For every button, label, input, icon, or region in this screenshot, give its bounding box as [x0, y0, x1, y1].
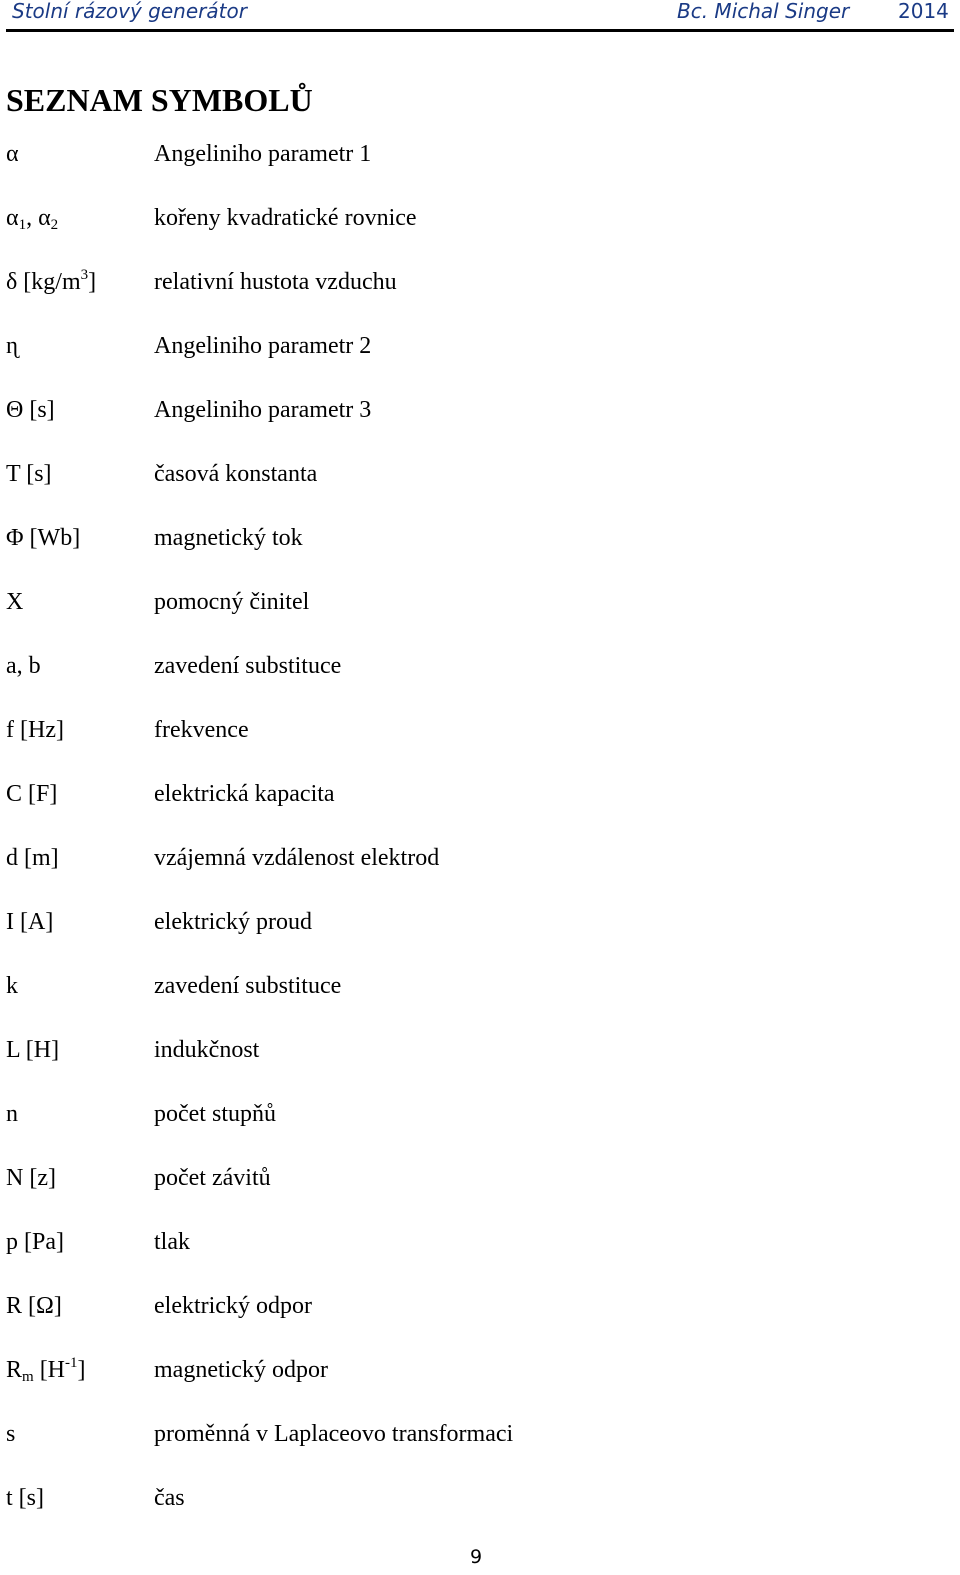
symbol-description: frekvence: [154, 717, 249, 743]
symbol-row: [0, 326, 960, 390]
page-number: 9: [470, 1546, 483, 1568]
symbol: p [Pa]: [6, 1229, 64, 1255]
symbol-description: Angeliniho parametr 3: [154, 397, 372, 423]
symbol-row: [0, 1478, 960, 1542]
symbol-row: [0, 1030, 960, 1094]
symbol: $\alpha_1$, $\alpha_2$: [6, 205, 59, 233]
page-header: [12, 0, 949, 23]
header-author: Bc. Michal Singer: [677, 0, 850, 23]
symbol-description: časová konstanta: [154, 461, 318, 487]
symbol-description: magnetický tok: [154, 525, 303, 551]
header-document-title: Stolní rázový generátor: [12, 0, 247, 23]
symbol: t [s]: [6, 1485, 44, 1511]
section-title: SEZNAM SYMBOLŮ: [6, 82, 313, 118]
symbol-description: Angeliniho parametr 2: [154, 333, 372, 359]
symbol-row: [0, 774, 960, 838]
symbol: Θ [s]: [6, 397, 55, 423]
symbol-row: [0, 262, 960, 326]
symbol-row: [0, 1094, 960, 1158]
symbol-description: elektrická kapacita: [154, 781, 335, 807]
symbol-description: zavedení substituce: [154, 653, 342, 679]
symbol-description: magnetický odpor: [154, 1357, 328, 1383]
symbol-row: [0, 198, 960, 262]
symbol-description: indukčnost: [154, 1037, 260, 1063]
symbol: f [Hz]: [6, 717, 64, 743]
symbol: ɳ: [6, 333, 18, 359]
symbol-description: čas: [154, 1485, 185, 1511]
symbol-list: [0, 134, 960, 1542]
symbol-description: proměnná v Laplaceovo transformaci: [154, 1421, 514, 1447]
header-divider: [6, 29, 954, 32]
symbol-description: vzájemná vzdálenost elektrod: [154, 845, 440, 871]
symbol: X: [6, 589, 24, 615]
symbol-row: [0, 902, 960, 966]
symbol-description: relativní hustota vzduchu: [154, 269, 397, 295]
symbol-description: elektrický odpor: [154, 1293, 312, 1319]
symbol: L [H]: [6, 1037, 60, 1063]
symbol-row: [0, 390, 960, 454]
symbol-row: [0, 646, 960, 710]
symbol-description: kořeny kvadratické rovnice: [154, 205, 417, 231]
symbol: I [A]: [6, 909, 54, 935]
symbol-description: počet závitů: [154, 1165, 271, 1191]
symbol: Φ [Wb]: [6, 525, 81, 551]
symbol-row: [0, 1286, 960, 1350]
header-year: 2014: [898, 0, 949, 23]
symbol: R [Ω]: [6, 1293, 62, 1319]
symbol: T [s]: [6, 461, 52, 487]
symbol-description: pomocný činitel: [154, 589, 310, 615]
symbol-row: [0, 454, 960, 518]
symbol: k: [6, 973, 18, 999]
symbol: a, b: [6, 653, 41, 679]
symbol-description: zavedení substituce: [154, 973, 342, 999]
symbol: $R_m$ $[H^{-1}]$: [6, 1355, 86, 1385]
symbol: C [F]: [6, 781, 58, 807]
symbol: δ $[kg/m^3]$: [6, 267, 97, 295]
symbol-description: Angeliniho parametr 1: [154, 141, 372, 167]
symbol: n: [6, 1101, 18, 1127]
symbol-row: [0, 134, 960, 198]
symbol-row: [0, 1222, 960, 1286]
symbol-description: elektrický proud: [154, 909, 312, 935]
symbol-row: [0, 1158, 960, 1222]
symbol-row: [0, 1350, 960, 1414]
symbol-description: počet stupňů: [154, 1101, 276, 1127]
symbol-row: [0, 838, 960, 902]
symbol: s: [6, 1421, 16, 1447]
symbol-row: [0, 1414, 960, 1478]
symbol-row: [0, 582, 960, 646]
symbol-row: [0, 710, 960, 774]
symbol: N [z]: [6, 1165, 56, 1191]
symbol: d [m]: [6, 845, 59, 871]
symbol-row: [0, 966, 960, 1030]
symbol-row: [0, 518, 960, 582]
symbol: α: [6, 141, 19, 167]
symbol-description: tlak: [154, 1229, 190, 1255]
